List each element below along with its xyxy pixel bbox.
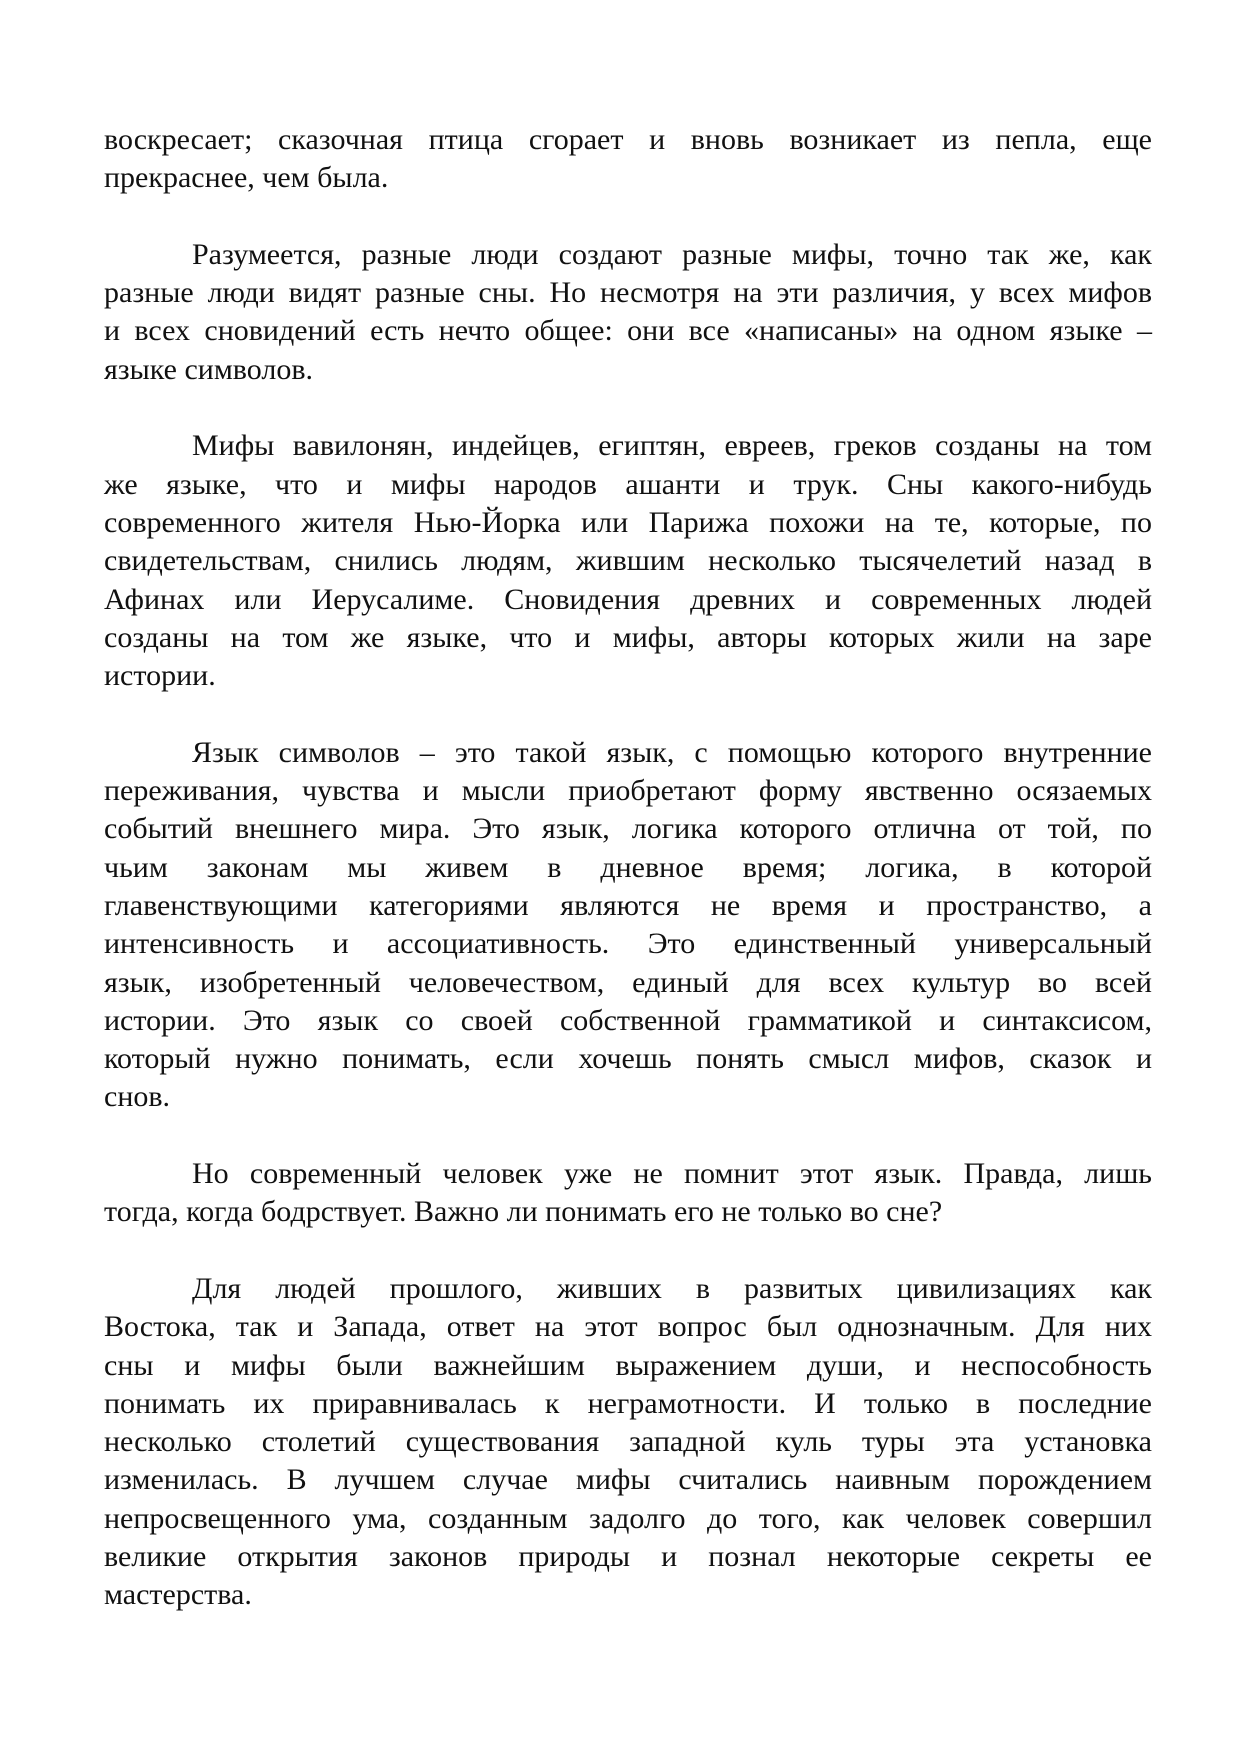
text-line: языке символов. bbox=[104, 352, 314, 386]
text-line: разные люди видят разные сны. Но несмотря на эти различия, у всех мифов bbox=[104, 276, 1152, 310]
text-line: изменилась. В лучшем случае мифы считались наивным порождением bbox=[104, 1463, 1152, 1497]
paragraph bbox=[104, 121, 1152, 198]
text-line: понимать их приравнивалась к неграмотности. И только в последние bbox=[104, 1386, 1152, 1420]
text-line: свидетельствам, снились людям, жившим несколько тысячелетий назад в bbox=[104, 544, 1152, 578]
text-line: созданы на том же языке, что и мифы, авторы которых жили на заре bbox=[104, 620, 1152, 654]
text-line: Для людей прошлого, живших в развитых цивилизациях как bbox=[192, 1271, 1152, 1305]
text-line: истории. Это язык со своей собственной грамматикой и синтаксисом, bbox=[104, 1003, 1152, 1037]
text-line: великие открытия законов природы и познал некоторые секреты ее bbox=[104, 1539, 1152, 1573]
text-line: Востока, так и Запада, ответ на этот вопрос был однозначным. Для них bbox=[104, 1310, 1152, 1344]
text-line: чьим законам мы живем в дневное время; логика, в которой bbox=[104, 850, 1152, 884]
text-line: и всех сновидений есть нечто общее: они все «написаны» на одном языке – bbox=[104, 314, 1152, 348]
text-line: сны и мифы были важнейшим выражением души, и неспособность bbox=[104, 1348, 1152, 1382]
text-line: главенствующими категориями являются не время и пространство, а bbox=[104, 888, 1152, 922]
text-line: современного жителя Нью-Йорка или Парижа похожи на те, которые, по bbox=[104, 505, 1152, 539]
text-line: Но современный человек уже не помнит этот язык. Правда, лишь bbox=[192, 1157, 1152, 1191]
text-line: снов. bbox=[104, 1080, 171, 1114]
text-line: язык, изобретенный человечеством, единый для всех культур во всей bbox=[104, 965, 1152, 999]
text-line: Разумеется, разные люди создают разные мифы, точно так же, как bbox=[192, 237, 1152, 271]
paragraph bbox=[104, 1270, 1152, 1615]
paragraph bbox=[104, 427, 1152, 695]
text-line: тогда, когда бодрствует. Важно ли понимать его не только во сне? bbox=[104, 1195, 943, 1229]
text-line: Афинах или Иерусалиме. Сновидения древних и современных людей bbox=[104, 582, 1152, 616]
text-line: событий внешнего мира. Это язык, логика которого отлична от той, по bbox=[104, 812, 1152, 846]
text-line: интенсивность и ассоциативность. Это единственный универсальный bbox=[104, 927, 1152, 961]
text-line: же языке, что и мифы народов ашанти и трук. Сны какого-нибудь bbox=[104, 467, 1152, 501]
document-page bbox=[104, 121, 1152, 1653]
text-line: Мифы вавилонян, индейцев, египтян, евреев, греков созданы на том bbox=[192, 429, 1152, 463]
paragraph bbox=[104, 236, 1152, 389]
text-line: Язык символов – это такой язык, с помощью которого внутренние bbox=[192, 735, 1152, 769]
text-line: который нужно понимать, если хочешь понять смысл мифов, сказок и bbox=[104, 1042, 1152, 1076]
text-line: несколько столетий существования западной куль туры эта установка bbox=[104, 1425, 1152, 1459]
text-line: прекраснее, чем была. bbox=[104, 161, 389, 195]
text-line: мастерства. bbox=[104, 1578, 252, 1612]
text-line: истории. bbox=[104, 659, 216, 693]
paragraph bbox=[104, 1155, 1152, 1232]
paragraph bbox=[104, 734, 1152, 1117]
text-line: воскресает; сказочная птица сгорает и вновь возникает из пепла, еще bbox=[104, 123, 1152, 156]
text-line: переживания, чувства и мысли приобретают форму явственно осязаемых bbox=[104, 774, 1152, 808]
text-line: непросвещенного ума, созданным задолго до того, как человек совершил bbox=[104, 1501, 1152, 1535]
